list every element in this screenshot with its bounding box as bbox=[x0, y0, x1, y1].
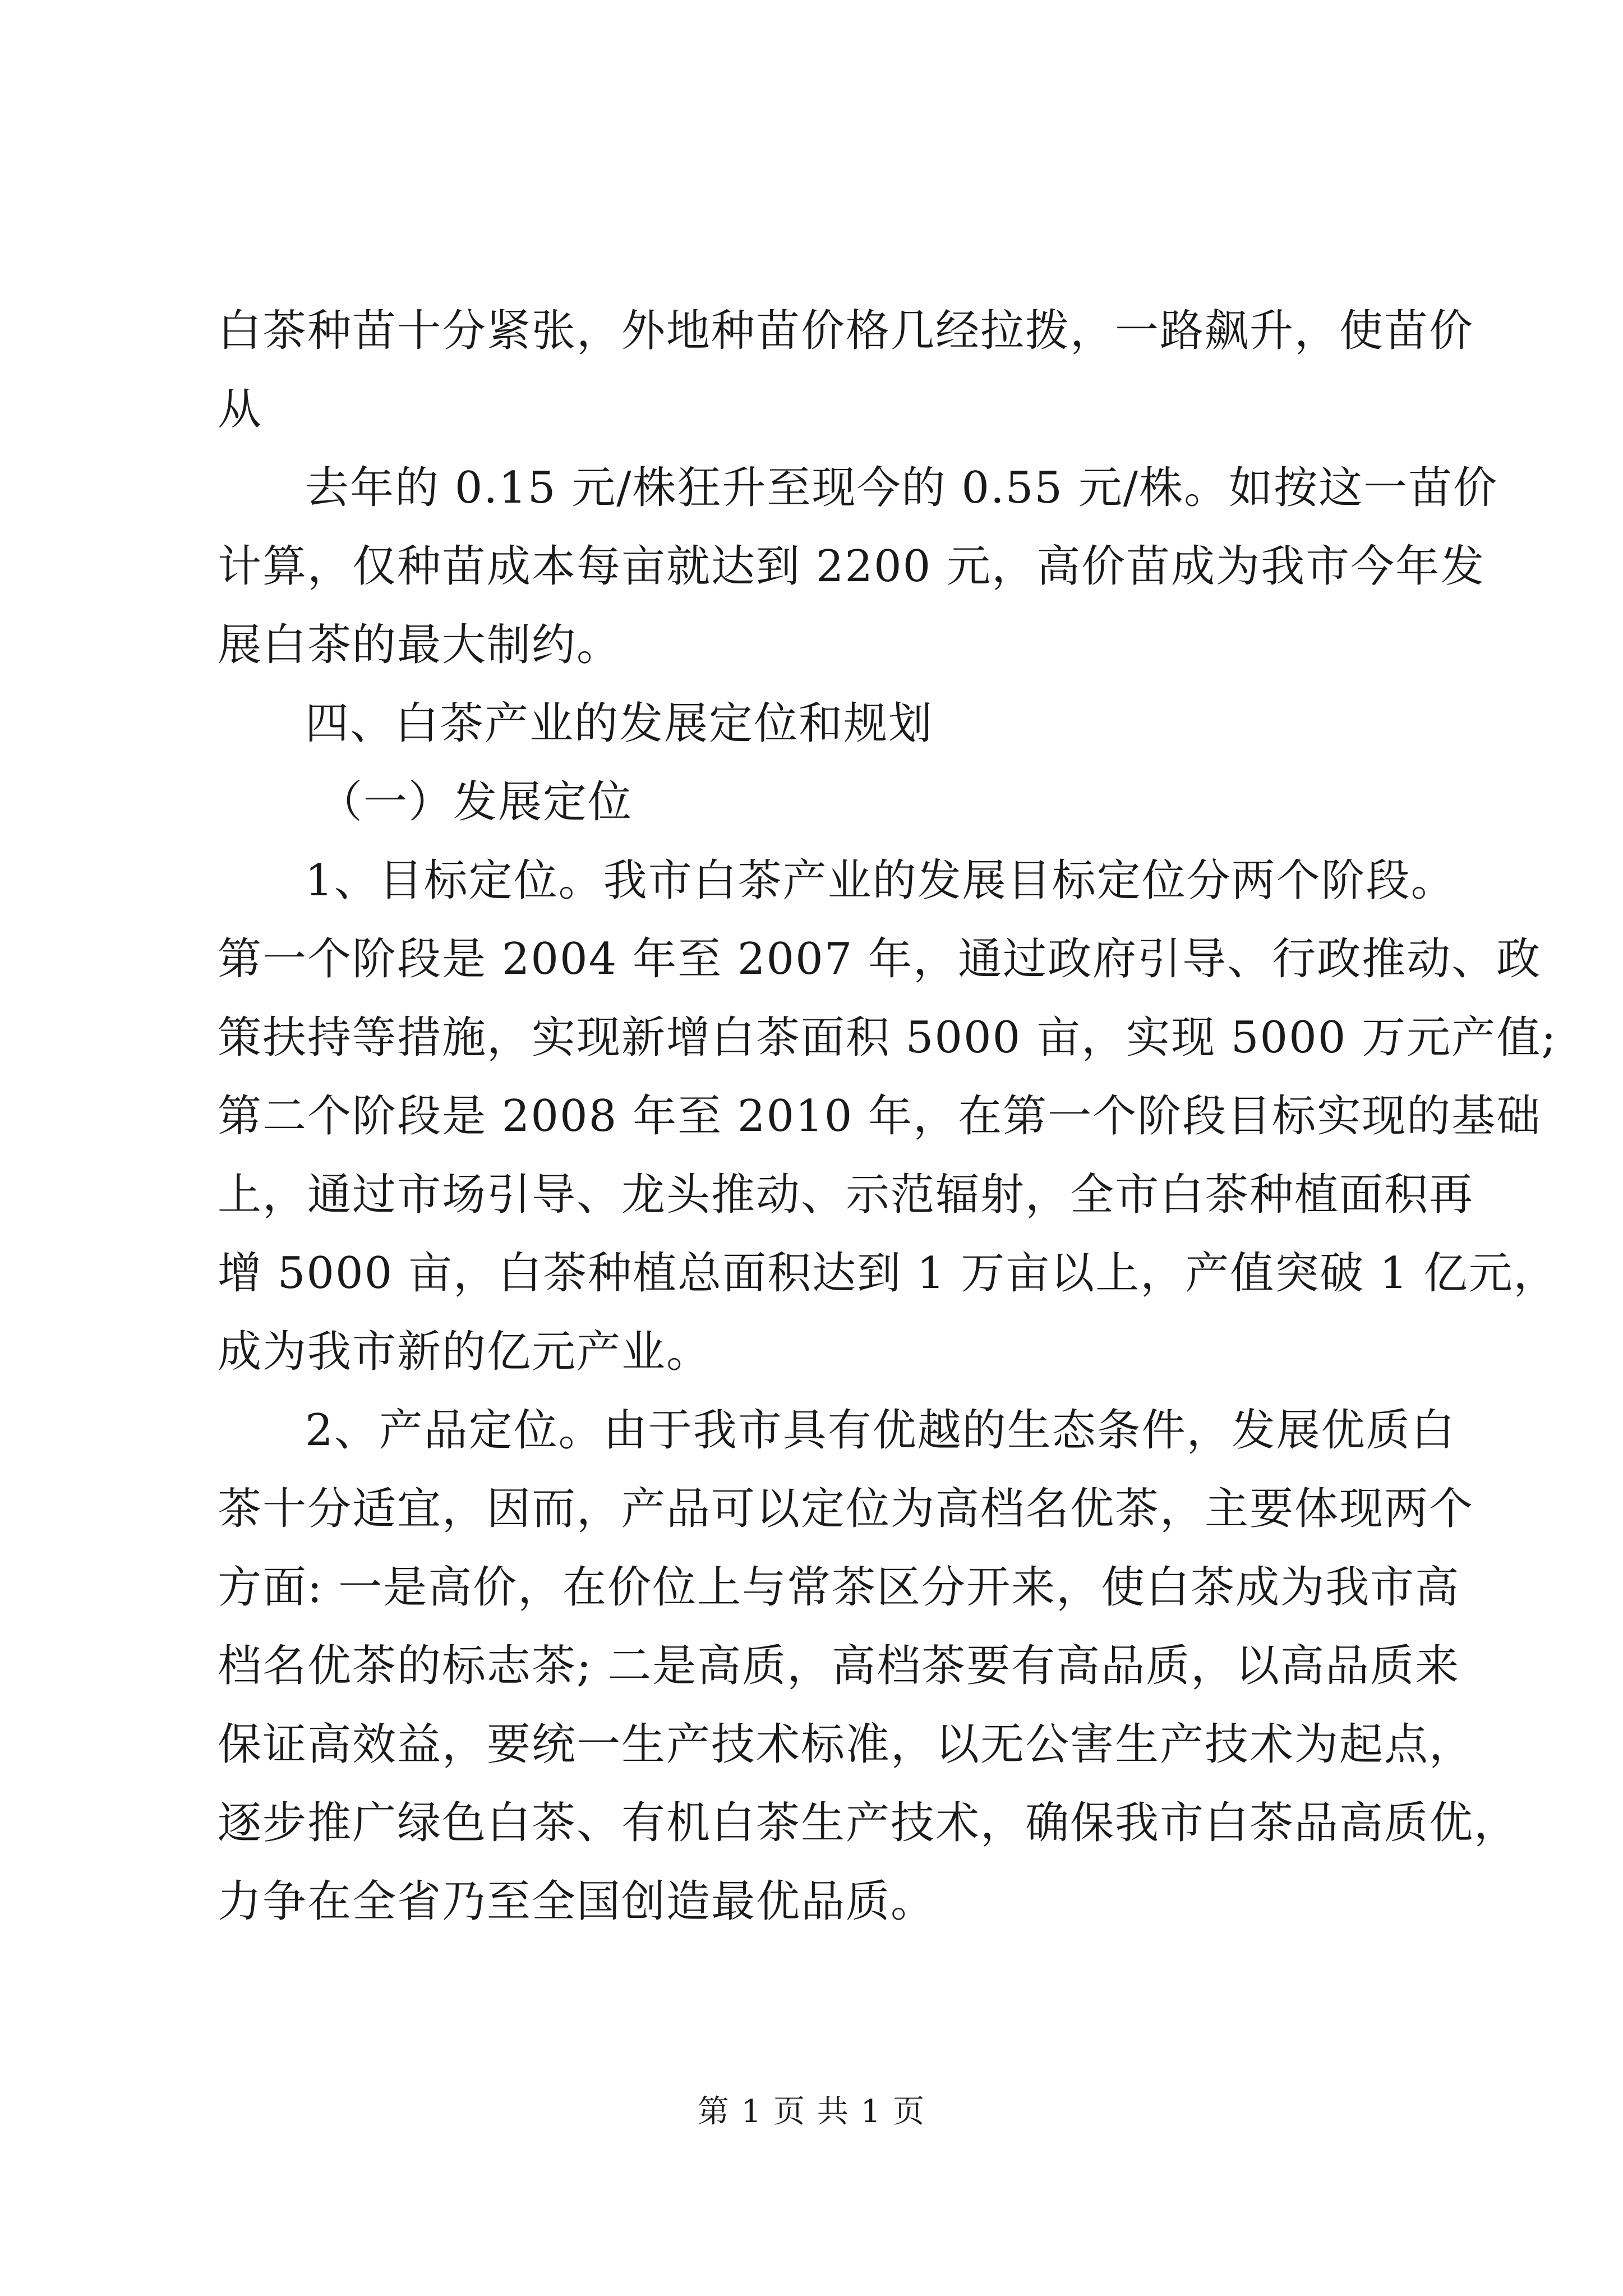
text-line: 去年的 0.15 元/株狂升至现今的 0.55 元/株。如按这一苗价 bbox=[305, 463, 1498, 513]
text-line: 计算，仅种苗成本每亩就达到 2200 元，高价苗成为我市今年发 bbox=[218, 541, 1486, 592]
text-line: 保证高效益，要统一生产技术标准，以无公害生产技术为起点， bbox=[218, 1719, 1474, 1770]
text-line: 茶十分适宜，因而，产品可以定位为高档名优茶，主要体现两个 bbox=[218, 1484, 1474, 1534]
page-number-label: 第 1 页 共 1 页 bbox=[697, 2093, 926, 2130]
text-line: 2、产品定位。由于我市具有优越的生态条件，发展优质白 bbox=[305, 1405, 1456, 1456]
text-line: 上，通过市场引导、龙头推动、示范辐射，全市白茶种植面积再 bbox=[218, 1170, 1474, 1220]
text-line: 逐步推广绿色白茶、有机白茶生产技术，确保我市白茶品高质优， bbox=[218, 1798, 1519, 1848]
text-line: 白茶种苗十分紧张，外地种苗价格几经拉拨，一路飙升，使苗价 bbox=[218, 306, 1474, 356]
page-footer bbox=[0, 2087, 1623, 2132]
text-line: 展白茶的最大制约。 bbox=[218, 620, 622, 670]
section-heading: 四、白茶产业的发展定位和规划 bbox=[305, 698, 934, 749]
text-line: 增 5000 亩，白茶种植总面积达到 1 万亩以上，产值突破 1 亿元， bbox=[218, 1248, 1559, 1299]
text-line: 力争在全省乃至全国创造最优品质。 bbox=[218, 1876, 936, 1927]
text-line: 档名优茶的标志茶; 二是高质，高档茶要有高品质，以高品质来 bbox=[218, 1641, 1460, 1691]
text-line: 第一个阶段是 2004 年至 2007 年，通过政府引导、行政推动、政 bbox=[218, 934, 1542, 984]
subsection-heading: （一）发展定位 bbox=[319, 777, 633, 827]
text-line: 成为我市新的亿元产业。 bbox=[218, 1327, 712, 1377]
body-text bbox=[218, 292, 1559, 1941]
text-line: 方面: 一是高价，在价位上与常茶区分开来，使白茶成为我市高 bbox=[218, 1562, 1460, 1613]
text-line: 策扶持等措施，实现新增白茶面积 5000 亩，实现 5000 万元产值; bbox=[218, 1013, 1557, 1063]
text-line: 1、目标定位。我市白茶产业的发展目标定位分两个阶段。 bbox=[305, 855, 1456, 906]
text-line: 第二个阶段是 2008 年至 2010 年，在第一个阶段目标实现的基础 bbox=[218, 1091, 1542, 1142]
text-line: 从 bbox=[218, 384, 263, 435]
